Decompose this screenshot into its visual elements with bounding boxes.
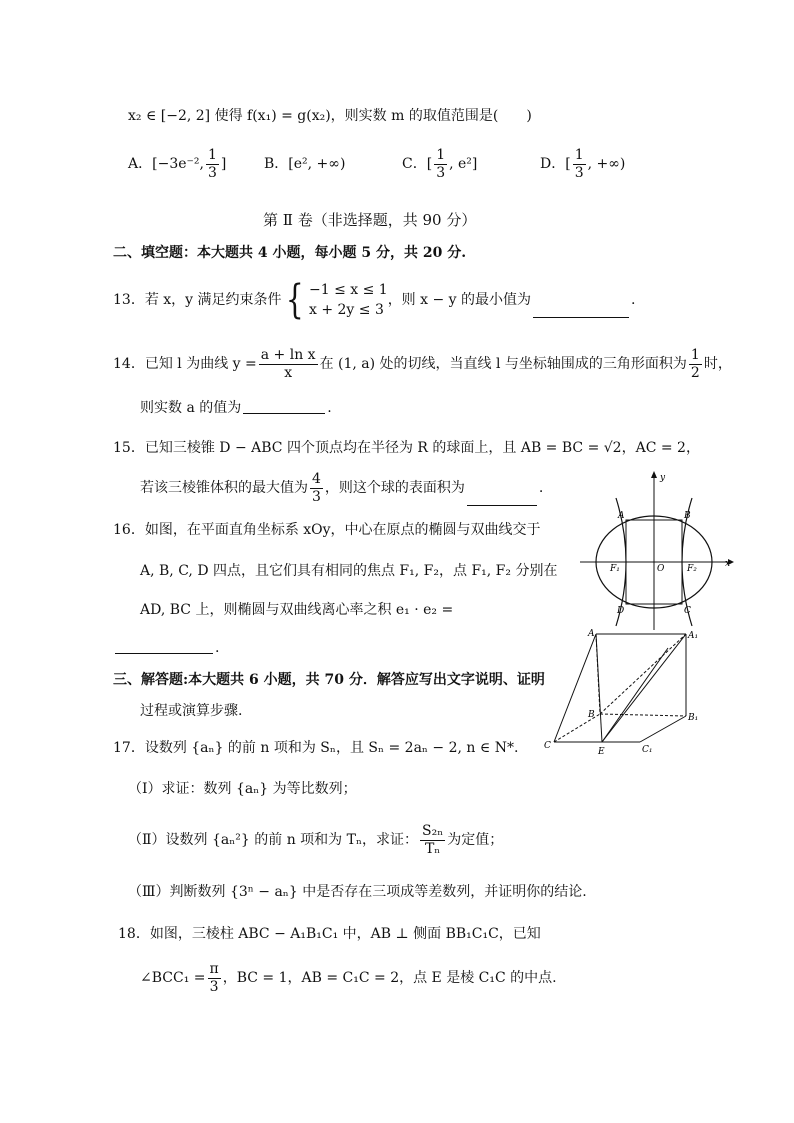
label-c1: C₁ [642, 745, 653, 755]
label-b: B [684, 511, 691, 521]
option-d-frac-den: 3 [574, 164, 584, 181]
edge-ba1 [600, 634, 686, 714]
option-a-frac [206, 147, 219, 182]
q18-angle-num: π [209, 960, 219, 977]
label-c: C [684, 606, 691, 616]
label-y-axis: y [660, 473, 666, 483]
question-17-stem: 17．设数列 {aₙ} 的前 n 项和为 Sₙ，且 Sₙ = 2aₙ − 2, n ∈ N*. [113, 740, 519, 756]
label-a: A [588, 629, 595, 639]
q15-volume-den: 3 [312, 488, 321, 505]
question-13 [113, 278, 635, 322]
q18-line2-suffix: ，BC = 1，AB = C₁C = 2，点 E 是棱 C₁C 的中点. [222, 970, 557, 986]
q14-suffix: 时， [703, 356, 732, 372]
question-16-line2: A, B, C, D 四点，且它们具有相同的焦点 F₁, F₂，点 F₁, F₂ 分别在 [140, 563, 558, 579]
answer-blank-13[interactable] [533, 317, 629, 318]
option-b-text: [e², +∞) [288, 156, 346, 172]
label-x-axis: x [725, 559, 731, 569]
constraint-system [309, 280, 388, 320]
q12-option-b [264, 144, 345, 184]
q17-ratio-num: S₂ₙ [422, 822, 444, 839]
edge-ca [554, 634, 596, 742]
option-a-frac-den: 3 [207, 164, 217, 181]
answer-blank-15[interactable] [467, 505, 537, 506]
question-17-part3: （Ⅲ）判断数列 {3ⁿ − aₙ} 中是否存在三项成等差数列，并证明你的结论. [128, 884, 587, 900]
option-c-frac-num: 1 [436, 146, 446, 163]
q18-angle-prefix: ∠BCC₁ = [140, 970, 206, 986]
q14-area-frac [689, 347, 702, 382]
label-d: D [617, 606, 625, 616]
q15-line2-prefix: 若该三棱锥体积的最大值为 [140, 480, 308, 496]
q17-part2-suffix: 为定值； [447, 832, 504, 848]
question-16-line3: AD, BC 上，则椭圆与双曲线离心率之积 e₁ · e₂ = [140, 602, 454, 618]
option-d-frac-num: 1 [574, 146, 584, 163]
option-c-frac-den: 3 [436, 164, 446, 181]
q14-curve-den: x [284, 364, 293, 381]
label-a: A [618, 511, 625, 521]
q17-part2-prefix: （Ⅱ）设数列 {aₙ²} 的前 n 项和为 Tₙ，求证： [128, 832, 419, 848]
label-e: E [598, 747, 605, 757]
question-14 [113, 342, 732, 386]
label-f2: F₂ [687, 564, 697, 574]
q18-angle-den: 3 [209, 978, 219, 995]
label-f1: F₁ [610, 564, 620, 574]
edge-bb1 [600, 714, 686, 716]
q14-area-den: 2 [690, 364, 700, 381]
q15-line2-suffix: ，则这个球的表面积为 [324, 480, 465, 496]
q12-option-a [128, 144, 226, 184]
answer-blank-14[interactable] [243, 413, 325, 414]
constraint-line-2: x + 2y ≤ 3 [308, 302, 384, 318]
q13-prefix: 13．若 x，y 满足约束条件 [113, 292, 282, 308]
section3-heading-line2: 过程或演算步骤. [140, 703, 243, 719]
option-d-start: [ [565, 156, 571, 172]
option-d-label: D． [540, 156, 566, 172]
label-c: C [544, 741, 551, 751]
q12-option-d [540, 144, 625, 184]
q15-volume-frac [310, 471, 323, 506]
option-b-label: B． [264, 156, 289, 172]
option-c-frac [434, 147, 447, 182]
q14-curve-frac [259, 347, 318, 382]
section3-heading-line1: 三、解答题:本大题共 6 小题，共 70 分．解答应写出文字说明、证明 [113, 672, 545, 688]
q14-curve-num: a + ln x [260, 346, 316, 363]
q14-end: . [327, 400, 332, 416]
q14-prefix: 14．已知 l 为曲线 y = [113, 356, 257, 372]
edge-e-side [602, 648, 668, 742]
option-a-text: [−3e⁻², [152, 156, 204, 172]
q17-ratio-den: Tₙ [424, 840, 441, 857]
question-15-line2 [140, 466, 543, 510]
question-17-part2 [128, 818, 503, 862]
option-c-label: C． [402, 156, 427, 172]
label-a1: A₁ [688, 631, 699, 641]
edge-ae [596, 634, 602, 742]
q14-line2: 则实数 a 的值为 [140, 400, 242, 416]
question-16-answer [113, 638, 219, 658]
q13-suffix: ，则 x − y 的最小值为 [387, 292, 532, 308]
q15-volume-num: 4 [312, 470, 321, 487]
option-d-frac [573, 147, 586, 182]
answer-blank-16[interactable] [115, 653, 213, 654]
question-18-line2 [140, 956, 557, 1000]
section2-heading: 二、填空题：本大题共 4 小题，每小题 5 分，共 20 分. [113, 245, 467, 261]
q16-end: . [215, 640, 220, 656]
option-c-end: , e²] [449, 156, 478, 172]
brace-symbol: { [285, 277, 304, 323]
q18-angle-frac [208, 961, 221, 996]
question-14-line2 [140, 398, 332, 418]
q17-ratio-frac [420, 823, 445, 858]
option-c-start: [ [426, 156, 433, 172]
q14-middle: 在 (1, a) 处的切线，当直线 l 与坐标轴围成的三角形面积为 [319, 356, 687, 372]
q13-end: . [631, 292, 636, 308]
question-15-line1: 15．已知三棱锥 D − ABC 四个顶点均在半径为 R 的球面上，且 AB = BC = √2，AC = 2， [113, 440, 700, 456]
question-16-line1: 16．如图，在平面直角坐标系 xOy，中心在原点的椭圆与双曲线交于 [113, 522, 541, 538]
option-a-label: A． [128, 156, 153, 172]
option-a-end: ] [220, 156, 227, 172]
edge-ea1 [602, 634, 686, 742]
question-17-part1: （Ⅰ）求证：数列 {aₙ} 为等比数列； [128, 781, 357, 797]
q12-tail: x₂ ∈ [−2, 2] 使得 f(x₁) = g(x₂)，则实数 m 的取值范围是( ) [128, 108, 532, 124]
q12-option-c [402, 144, 477, 184]
q15-end: . [538, 480, 544, 496]
option-d-end: , +∞) [587, 156, 626, 172]
part2-title: 第 Ⅱ 卷（非选择题，共 90 分） [263, 211, 477, 229]
question-18-line1: 18．如图，三棱柱 ABC − A₁B₁C₁ 中，AB ⊥ 侧面 BB₁C₁C，已知 [118, 926, 541, 942]
constraint-line-1: −1 ≤ x ≤ 1 [308, 282, 388, 298]
ellipse-hyperbola-figure [578, 468, 738, 634]
q14-area-num: 1 [690, 346, 700, 363]
option-a-frac-num: 1 [207, 146, 217, 163]
label-b1: B₁ [688, 713, 699, 723]
prism-figure [540, 624, 710, 760]
edge-c1b1 [640, 716, 686, 742]
y-axis-arrow [651, 471, 657, 478]
label-origin: O [657, 564, 665, 574]
label-b: B [588, 710, 595, 720]
